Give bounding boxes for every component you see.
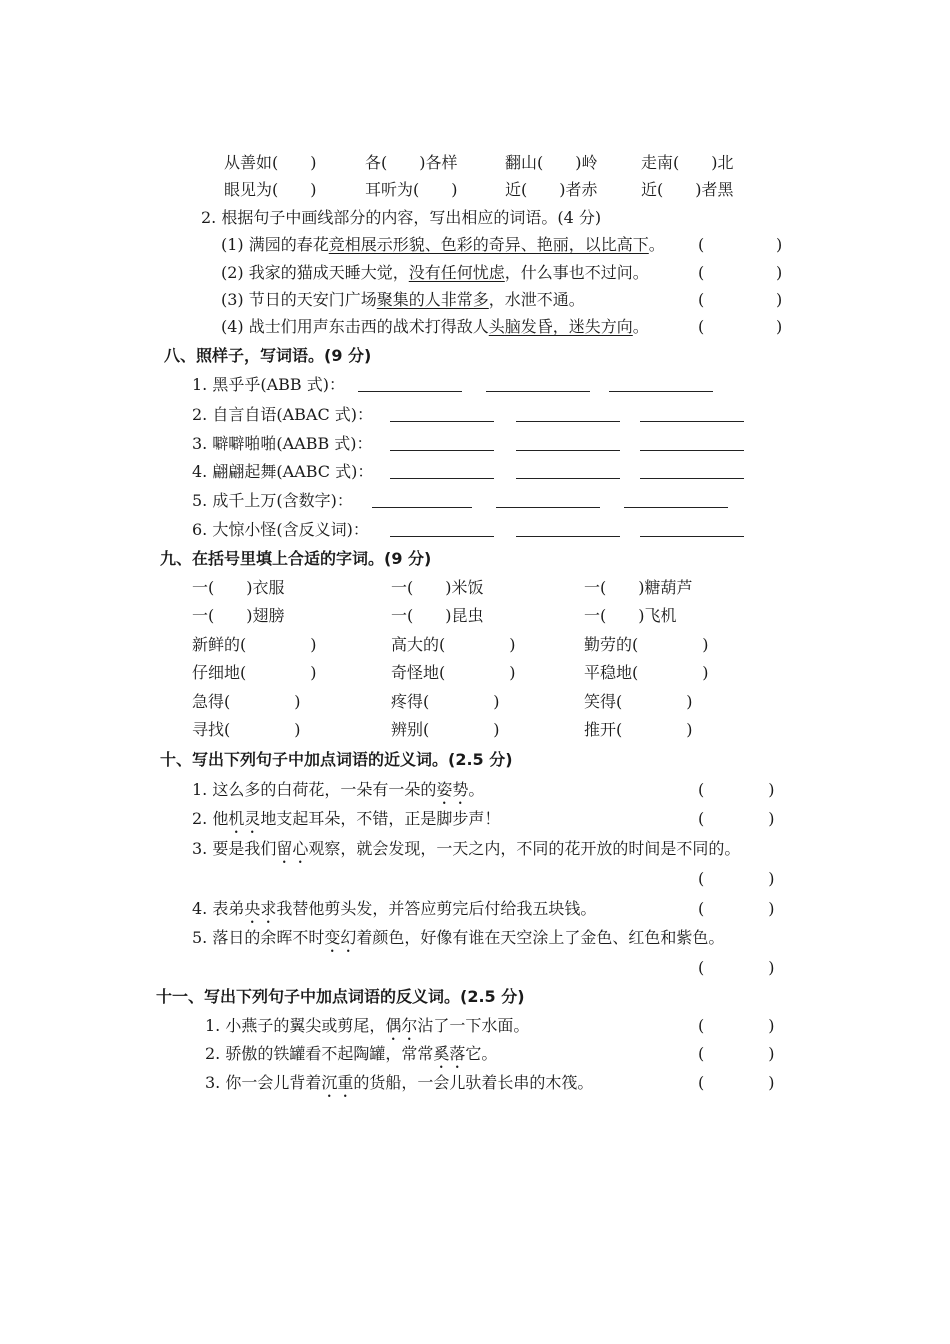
answer-line[interactable] [516,407,620,422]
answer-blank[interactable]: ( ) [698,899,775,918]
word-item: 4. 翩翩起舞(AABC 式)： [192,462,374,481]
answer-blank-right: ) [776,290,783,309]
dotted-word: 留心 [276,839,309,858]
dotted-word: 央求 [244,899,277,918]
sentence-item [192,839,740,867]
sentence-item [221,263,649,283]
answer-blank-left[interactable]: ( [698,263,705,282]
sentence-text: (1) 满园的春花 [221,235,329,254]
sentence-text: 4. 表弟 [192,899,245,918]
section-title: 八、照样子，写词语。(9 分) [164,346,372,365]
word-item: 6. 大惊小怪(含反义词)： [192,520,369,539]
underlined-text: 没有任何忧虑 [408,263,505,282]
sentence-text: 2. 他 [192,809,229,828]
sentence-text: 它。 [465,1044,498,1063]
word-item: 2. 自言自语(ABAC 式)： [192,405,374,424]
idiom-item: 翻山( )岭 [505,153,598,172]
fill-item[interactable]: 一( )衣服 [192,578,285,597]
answer-blank-left[interactable]: ( [698,290,705,309]
answer-line[interactable] [372,493,472,508]
sentence-text: 。 [632,317,649,336]
idiom-item: 耳听为( ) [365,180,458,199]
sentence-text: 3. 你一会儿背着 [205,1073,322,1092]
answer-line[interactable] [624,493,728,508]
section-title: 九、在括号里填上合适的字词。(9 分) [160,549,432,568]
sentence-text: 5. 落日的余晖不时 [192,928,325,947]
fill-item[interactable]: 一( )飞机 [584,606,677,625]
answer-blank[interactable]: ( ) [698,958,775,977]
answer-line[interactable] [486,377,590,392]
section-title: 十一、写出下列句子中加点词语的反义词。(2.5 分) [156,987,525,1006]
fill-item[interactable]: 一( )米饭 [391,578,484,597]
fill-item[interactable]: 一( )翅膀 [192,606,285,625]
answer-line[interactable] [516,464,620,479]
answer-blank[interactable]: ( ) [698,1016,775,1035]
sentence-text: 的货船，一会儿驮着长串的木筏。 [353,1073,594,1092]
sentence-text: 我替他剪头发，并答应剪完后付给我五块钱。 [276,899,597,918]
sentence-text: 。 [468,780,485,799]
answer-blank-left[interactable]: ( [698,235,705,254]
answer-line[interactable] [640,407,744,422]
answer-blank-right: ) [776,235,783,254]
sentence-text: 着颜色，好像有谁在天空涂上了金色、红色和紫色。 [356,928,725,947]
answer-blank-right: ) [776,317,783,336]
word-item: 1. 黑乎乎(ABB 式)： [192,375,345,394]
answer-blank[interactable]: ( ) [698,1073,775,1092]
sentence-text: 3. 要是我们 [192,839,277,858]
idiom-item: 从善如( ) [224,153,317,172]
sentence-text: 2. 骄傲的铁罐看不起陶罐，常常 [205,1044,434,1063]
dotted-word: 变幻 [324,928,357,947]
answer-line[interactable] [640,522,744,537]
answer-line[interactable] [390,407,494,422]
dotted-word: 偶尔 [385,1016,418,1035]
fill-item[interactable]: 新鲜的( ) [192,635,317,654]
underlined-text: 聚集的人非常多 [376,290,489,309]
answer-line[interactable] [516,522,620,537]
answer-line[interactable] [609,377,713,392]
sentence-text: ，水泄不通。 [488,290,585,309]
sentence-text: 。 [648,235,665,254]
idiom-item: 近( )者赤 [505,180,598,199]
sentence-text: 1. 这么多的白荷花，一朵有一朵的 [192,780,437,799]
sentence-item [192,780,484,808]
word-item: 5. 成千上万(含数字)： [192,491,353,510]
underlined-text: 头脑发昏，迷失方向 [488,317,633,336]
answer-blank[interactable]: ( ) [698,809,775,828]
fill-item[interactable]: 笑得( ) [584,692,693,711]
dotted-word: 机灵 [228,809,261,828]
sentence-text: ，什么事也不过问。 [504,263,649,282]
answer-blank-right: ) [776,263,783,282]
answer-line[interactable] [516,436,620,451]
answer-line[interactable] [496,493,600,508]
sentence-item [192,928,724,956]
sentence-text: (4) 战士们用声东击西的战术打得敌人 [221,317,489,336]
sentence-item [221,290,585,310]
sentence-text: 观察，就会发现，一天之内，不同的花开放的时间是不同的。 [308,839,741,858]
fill-item[interactable]: 急得( ) [192,692,301,711]
question-title: 2. 根据句子中画线部分的内容，写出相应的词语。(4 分) [201,208,602,227]
dotted-word: 姿势 [436,780,469,799]
answer-line[interactable] [390,464,494,479]
fill-item[interactable]: 奇怪地( ) [391,663,516,682]
answer-line[interactable] [640,464,744,479]
fill-item[interactable]: 平稳地( ) [584,663,709,682]
word-item: 3. 噼噼啪啪(AABB 式)： [192,434,373,453]
sentence-item [221,317,649,337]
fill-item[interactable]: 高大的( ) [391,635,516,654]
fill-item[interactable]: 仔细地( ) [192,663,317,682]
fill-item[interactable]: 推开( ) [584,720,693,739]
fill-item[interactable]: 辨别( ) [391,720,500,739]
sentence-text: 沾了一下水面。 [417,1016,530,1035]
sentence-item [192,899,596,927]
sentence-text: 1. 小燕子的翼尖或剪尾， [205,1016,386,1035]
fill-item[interactable]: 一( )糖葫芦 [584,578,693,597]
answer-line[interactable] [390,522,494,537]
fill-item[interactable]: 勤劳的( ) [584,635,709,654]
dotted-word: 奚落 [433,1044,466,1063]
answer-line[interactable] [640,436,744,451]
dotted-word: 沉重 [321,1073,354,1092]
answer-blank[interactable]: ( ) [698,1044,775,1063]
answer-blank[interactable]: ( ) [698,780,775,799]
fill-item[interactable]: 寻找( ) [192,720,301,739]
idiom-item: 近( )者黑 [641,180,734,199]
sentence-text: (2) 我家的猫成天睡大觉， [221,263,409,282]
sentence-text: 地支起耳朵，不错，正是脚步声！ [260,809,501,828]
fill-item[interactable]: 一( )昆虫 [391,606,484,625]
idiom-item: 眼见为( ) [224,180,317,199]
idiom-item: 走南( )北 [641,153,734,172]
sentence-item [205,1073,593,1101]
answer-line[interactable] [358,377,462,392]
sentence-item [221,235,665,255]
underlined-text: 竞相展示形貌、色彩的奇异、艳丽，以比高下 [328,235,649,254]
fill-item[interactable]: 疼得( ) [391,692,500,711]
sentence-item [205,1016,529,1044]
sentence-item [192,809,500,837]
idiom-item: 各( )各样 [365,153,458,172]
sentence-text: (3) 节日的天安门广场 [221,290,377,309]
sentence-item [205,1044,497,1072]
answer-blank-left[interactable]: ( [698,317,705,336]
answer-blank[interactable]: ( ) [698,869,775,888]
answer-line[interactable] [390,436,494,451]
section-title: 十、写出下列句子中加点词语的近义词。(2.5 分) [160,750,513,769]
